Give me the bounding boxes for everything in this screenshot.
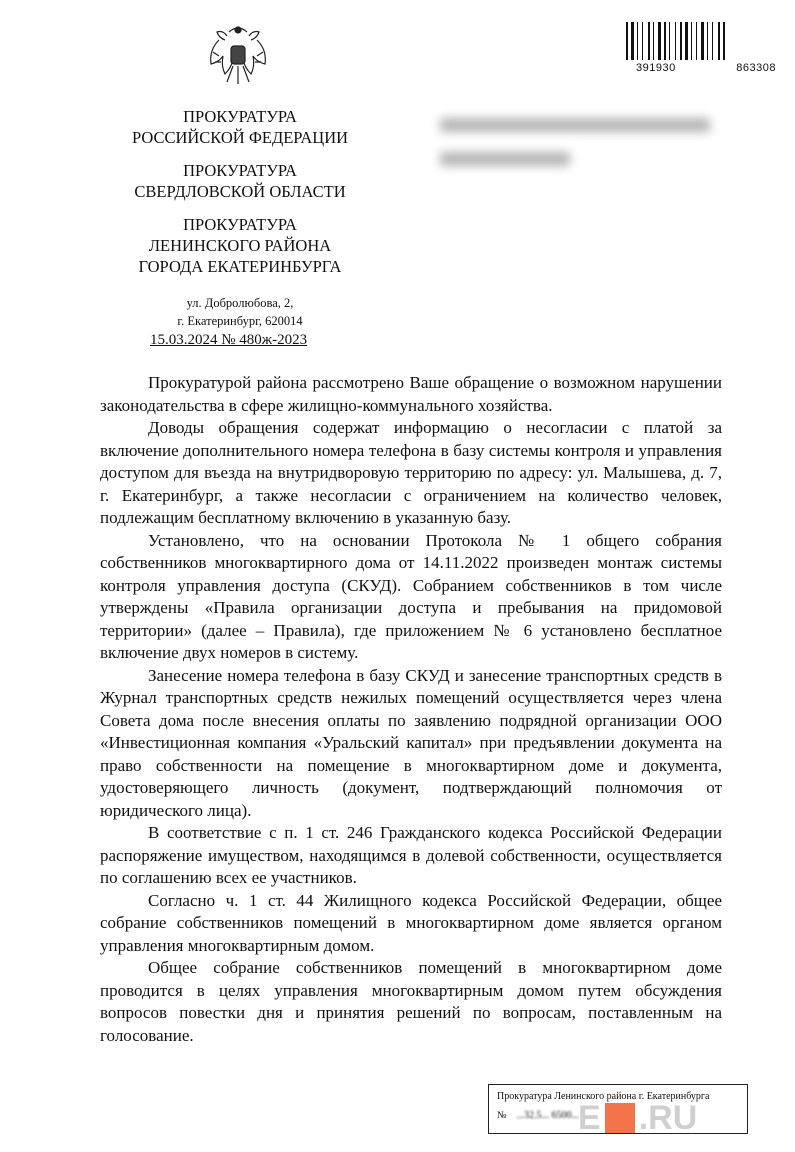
watermark-domain: .RU bbox=[638, 1098, 698, 1137]
watermark-letter: E bbox=[578, 1098, 601, 1137]
barcode-left-number: 391930 bbox=[636, 62, 676, 74]
registration-number: 15.03.2024 № 480ж-2023 bbox=[150, 332, 308, 348]
watermark-square-icon bbox=[605, 1103, 635, 1133]
letter-body bbox=[100, 372, 722, 1047]
letterhead-line: СВЕРДЛОВСКОЙ ОБЛАСТИ bbox=[134, 182, 346, 201]
body-paragraph: Согласно ч. 1 ст. 44 Жилищного кодекса Российской Федерации, общее собрание собственников помещений в многоквартирном доме является органом управления многоквартирным домом. bbox=[100, 890, 722, 955]
letterhead-line: ПРОКУРАТУРА bbox=[183, 215, 297, 234]
address-line: ул. Добролюбова, 2, bbox=[186, 296, 294, 310]
body-paragraph: Прокуратурой района рассмотрено Ваше обращение о возможном нарушении законодательства в сфере жилищно-коммунального хозяйства. bbox=[100, 373, 722, 415]
body-paragraph: В соответствие с п. 1 ст. 246 Гражданского кодекса Российской Федерации распоряжение имуществом, находящимся в долевой собственности, осуществляется по соглашению всех ее участников. bbox=[100, 823, 722, 887]
body-paragraph: Доводы обращения содержат информацию о несогласии с платой за включение дополнительного номера телефона в базу системы контроля и управления доступом для въезда на внутридворовую территорию по адресу: ул. Малышева, д. 7, г. Екатеринбург, а также несогласии с ограничением на количество человек, подлежащим бесплатному включению в указанную базу. bbox=[100, 418, 722, 527]
letterhead-block-1 bbox=[100, 106, 380, 148]
body-paragraph: Установлено, что на основании Протокола № 1 общего собрания собственников многоквартирного дома от 14.11.2022 произведен монтаж системы контроля управления доступа (СКУД). Собранием собственников в том числе утверждены «Правила организации доступа и пребывания на придомовой территории» (далее – Правила), где приложением № 6 установлено бесплатное включение двух номеров в систему. bbox=[100, 530, 722, 662]
site-watermark bbox=[578, 1096, 778, 1140]
coat-of-arms-emblem-icon bbox=[205, 22, 271, 90]
stamp-number-prefix: № bbox=[497, 1110, 507, 1121]
body-paragraph: Общее собрание собственников помещений в многоквартирном доме проводится в целях управления многоквартирным домом путем обсуждения вопросов повестки дня и принятия решений по вопросам, поставленным на голосование. bbox=[100, 958, 722, 1045]
letterhead-line: ПРОКУРАТУРА bbox=[183, 161, 297, 180]
letterhead-line: ПРОКУРАТУРА bbox=[183, 107, 297, 126]
letterhead-block-3 bbox=[100, 214, 380, 277]
letterhead-line: ЛЕНИНСКОГО РАЙОНА bbox=[148, 236, 332, 255]
barcode-numbers bbox=[636, 62, 776, 74]
address-line: г. Екатеринбург, 620014 bbox=[177, 314, 303, 328]
recipient-redacted bbox=[440, 118, 730, 186]
letterhead-line: РОССИЙСКОЙ ФЕДЕРАЦИИ bbox=[131, 128, 349, 147]
body-paragraph: Занесение номера телефона в базу СКУД и занесение транспортных средств в Журнал транспортных средств нежилых помещений осуществляется через члена Совета дома после внесения оплаты по заявлению подрядной организации ООО «Инвестиционная компания «Уральский капитал» при предъявлении документа на право собственности на помещение в многоквартирном доме и документа, удостоверяющего личность (документ, подтверждающий полномочия от юридического лица). bbox=[100, 665, 722, 820]
letterhead bbox=[100, 106, 380, 289]
letterhead-line: ГОРОДА ЕКАТЕРИНБУРГА bbox=[138, 257, 342, 276]
barcode-right-number: 863308 bbox=[736, 62, 776, 74]
stamp-line-1: Прокуратура Ленинского района г. Екатеринбурга bbox=[497, 1091, 710, 1102]
letterhead-block-2 bbox=[100, 160, 380, 202]
sender-address bbox=[150, 294, 330, 330]
stamp-number-value: ...32.5... 6500... bbox=[516, 1110, 580, 1121]
